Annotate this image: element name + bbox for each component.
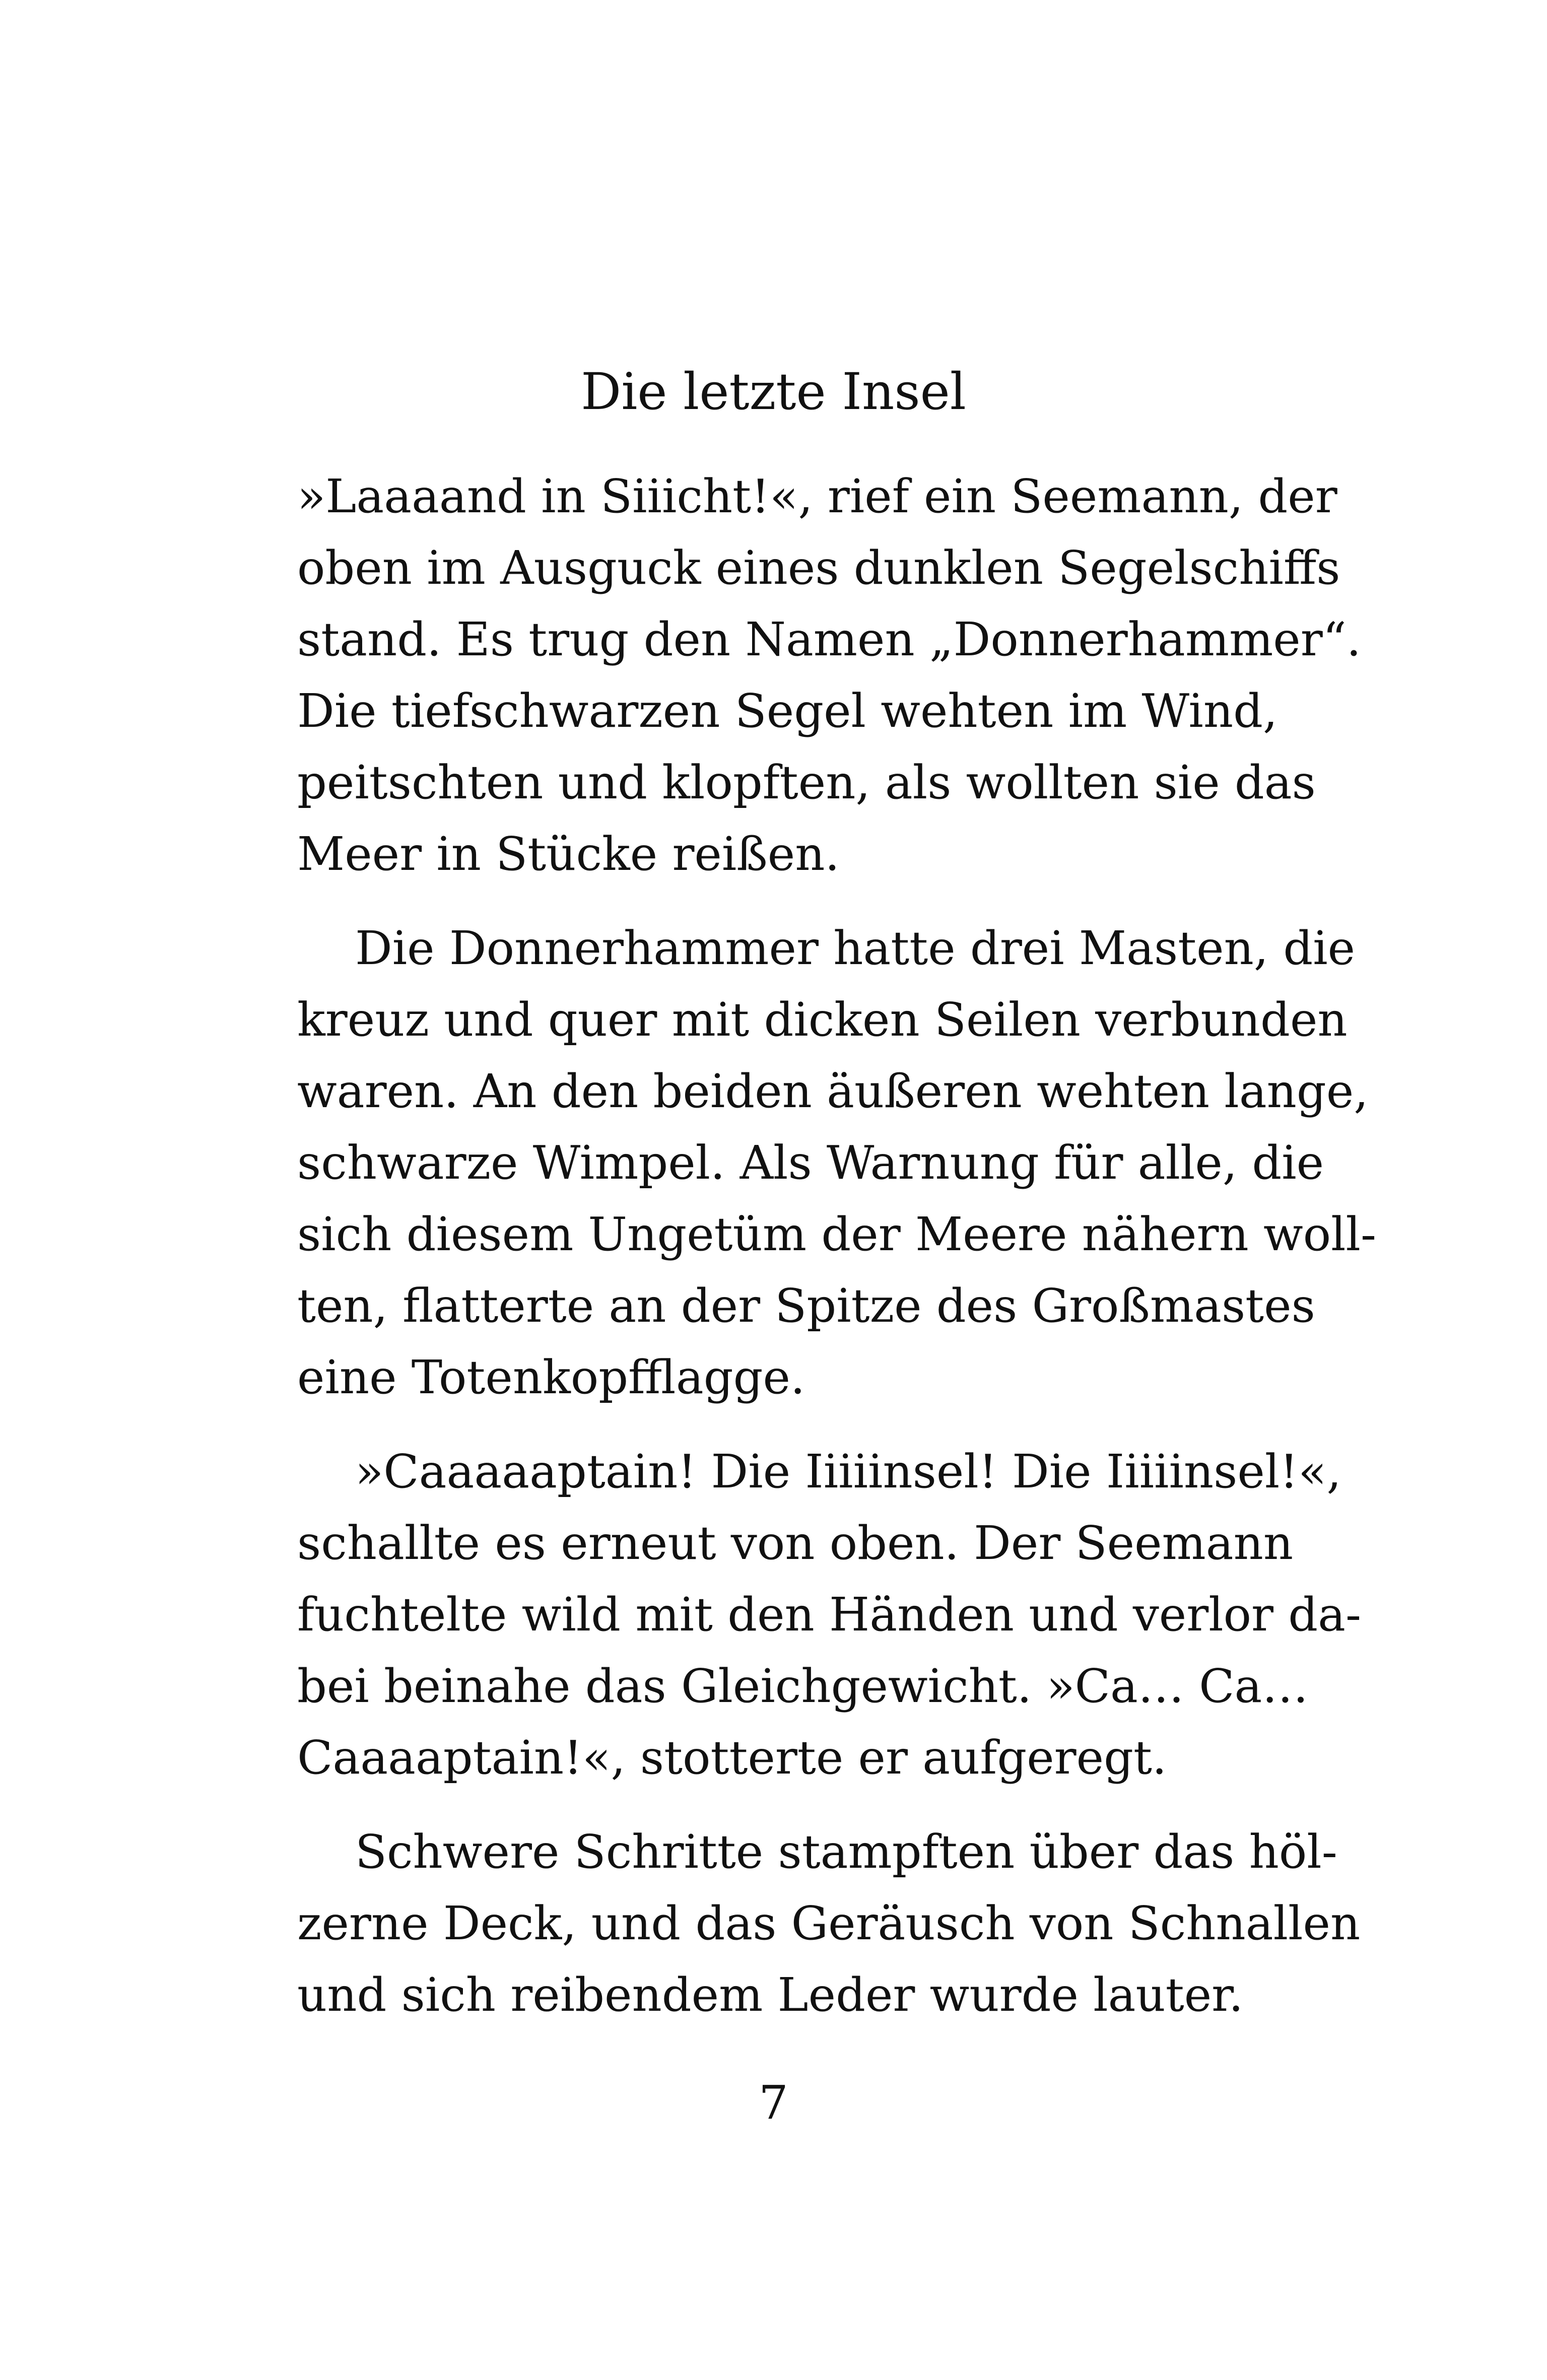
text-line: stand. Es trug den Namen „Donnerhammer“. xyxy=(297,613,1362,666)
text-line: waren. An den beiden äußeren wehten lange, xyxy=(297,1064,1369,1118)
text-line: Meer in Stücke reißen. xyxy=(297,827,840,881)
text-line: fuchtelte wild mit den Händen und verlor da- xyxy=(297,1588,1362,1642)
text-line: peitschten und klopften, als wollten sie das xyxy=(297,756,1316,809)
text-line: und sich reibendem Leder wurde lauter. xyxy=(297,1968,1244,2022)
text-line: Die tiefschwarzen Segel wehten im Wind, xyxy=(297,684,1278,738)
paragraph-4 xyxy=(297,1816,1361,2031)
text-line: kreuz und quer mit dicken Seilen verbunden xyxy=(297,993,1348,1047)
paragraph-2 xyxy=(297,913,1377,1413)
text-line: sich diesem Ungetüm der Meere nähern woll- xyxy=(297,1207,1377,1261)
text-line: »Caaaaaptain! Die Iiiiinsel! Die Iiiiinsel!«, xyxy=(355,1445,1341,1499)
text-line: eine Totenkopfflagge. xyxy=(297,1350,805,1404)
body-text xyxy=(297,461,1377,2031)
page-number: 7 xyxy=(759,2076,788,2130)
text-line: »Laaaand in Siiicht!«, rief ein Seemann, der xyxy=(297,469,1337,523)
text-line: schallte es erneut von oben. Der Seemann xyxy=(297,1516,1294,1570)
text-line: ten, flatterte an der Spitze des Großmastes xyxy=(297,1279,1315,1333)
text-line: Caaaaptain!«, stotterte er aufgeregt. xyxy=(297,1731,1167,1785)
text-line: bei beinahe das Gleichgewicht. »Ca… Ca… xyxy=(297,1659,1309,1713)
text-line: oben im Ausguck eines dunklen Segelschiffs xyxy=(297,541,1340,595)
text-line: Schwere Schritte stampften über das höl- xyxy=(355,1825,1337,1879)
paragraph-1 xyxy=(297,461,1362,890)
text-line: schwarze Wimpel. Als Warnung für alle, die xyxy=(297,1136,1324,1190)
chapter-title: Die letzte Insel xyxy=(581,362,966,421)
text-line: Die Donnerhammer hatte drei Masten, die xyxy=(355,921,1356,975)
text-line: zerne Deck, und das Geräusch von Schnallen xyxy=(297,1896,1361,1950)
paragraph-3 xyxy=(297,1436,1362,1794)
